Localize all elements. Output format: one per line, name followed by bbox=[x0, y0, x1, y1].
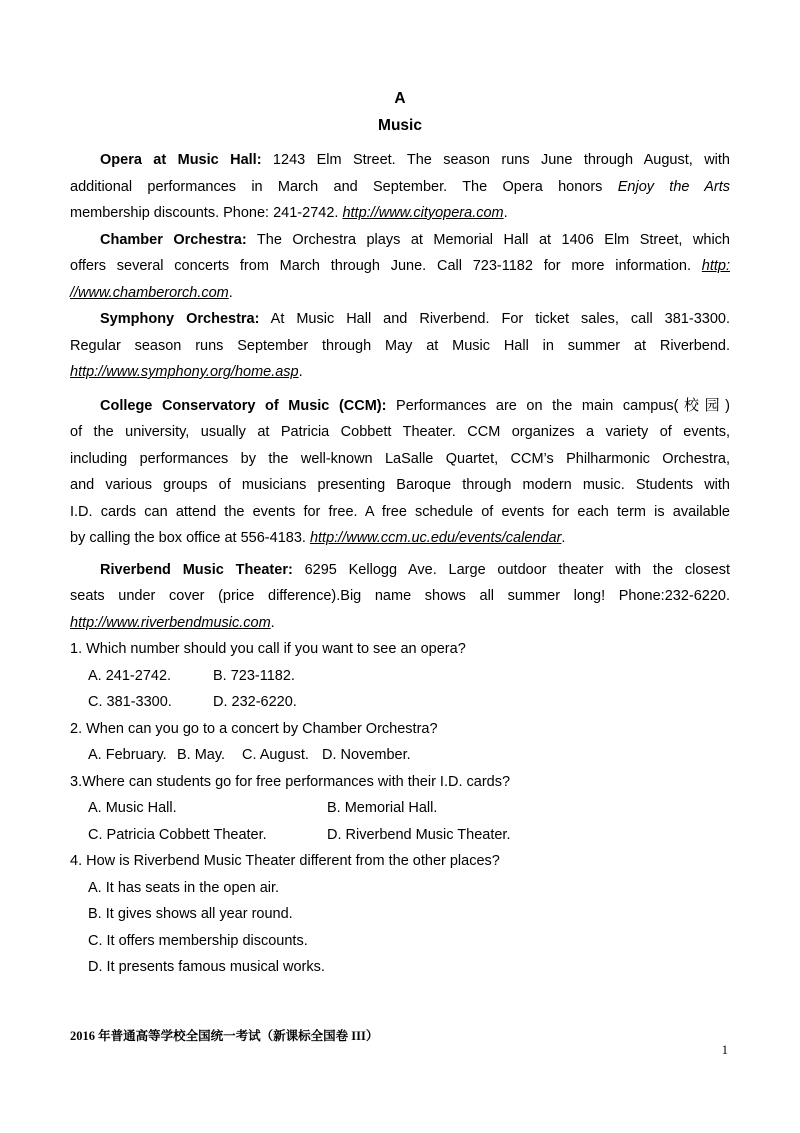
text-run: 1243 Elm Street. The season runs June through August, with bbox=[261, 152, 730, 168]
footer-exam-title: 2016 年普通高等学校全国统一考试（新课标全国卷 III） bbox=[70, 1029, 379, 1043]
passage-line bbox=[70, 174, 730, 201]
url-link[interactable]: //www.chamberorch.com bbox=[70, 284, 229, 301]
text-run: ) bbox=[725, 397, 731, 414]
option: C. Patricia Cobbett Theater. bbox=[88, 826, 267, 843]
text-run: seats under cover (price difference).Big name shows all summer long! Phone:232-6220. bbox=[70, 588, 730, 604]
text-run: 6295 Kellogg Ave. Large outdoor theater with the closest bbox=[292, 561, 730, 578]
question bbox=[70, 769, 730, 849]
passage-paragraph bbox=[70, 306, 730, 386]
passage-line bbox=[70, 253, 730, 280]
passage bbox=[70, 147, 730, 636]
option-row bbox=[70, 901, 730, 928]
cjk-text: 校园 bbox=[678, 396, 726, 414]
option-row bbox=[70, 742, 730, 769]
option-row bbox=[70, 795, 730, 822]
section-label: A bbox=[394, 90, 406, 107]
option: B. May. bbox=[177, 747, 226, 763]
text-run: Performances are on the main campus( bbox=[386, 397, 679, 414]
passage-line bbox=[70, 557, 730, 584]
question-stem: 3.Where can students go for free performances with their I.D. cards? bbox=[70, 773, 511, 790]
url-link[interactable]: http://www.cityopera.com bbox=[342, 205, 504, 221]
option: D. Riverbend Music Theater. bbox=[327, 826, 511, 843]
text-run: membership discounts. Phone: 241-2742. bbox=[70, 205, 343, 221]
passage-line bbox=[70, 610, 730, 637]
text-run: by calling the box office at 556-4183. bbox=[70, 530, 310, 546]
question-list bbox=[70, 636, 730, 981]
passage-paragraph bbox=[70, 227, 730, 307]
passage-line bbox=[70, 446, 730, 473]
text-run: . bbox=[561, 530, 566, 546]
text-run: Enjoy the Arts bbox=[617, 178, 731, 195]
url-link[interactable]: http: bbox=[701, 258, 730, 274]
passage-line bbox=[70, 583, 730, 610]
option: C. August. bbox=[242, 747, 309, 763]
question-stem: 4. How is Riverbend Music Theater different from the other places? bbox=[70, 853, 500, 869]
text-run: Chamber Orchestra: bbox=[100, 231, 247, 248]
text-run: and various groups of musicians presenting Baroque through modern music. Students with bbox=[70, 477, 730, 493]
text-run: Riverbend Music Theater: bbox=[100, 561, 293, 578]
question-stem: 2. When can you go to a concert by Chamber Orchestra? bbox=[70, 720, 438, 737]
option: D. November. bbox=[322, 747, 411, 763]
question bbox=[70, 636, 730, 716]
option: A. It has seats in the open air. bbox=[88, 879, 280, 896]
option: A. 241-2742. bbox=[88, 667, 172, 684]
question-stem: 1. Which number should you call if you want to see an opera? bbox=[70, 641, 466, 657]
page-number: 1 bbox=[721, 1043, 728, 1057]
text-run: offers several concerts from March through June. Call 723-1182 for more information. bbox=[70, 258, 702, 274]
passage-line bbox=[70, 472, 730, 499]
option: B. It gives shows all year round. bbox=[88, 906, 293, 922]
text-run: of the university, usually at Patricia Cobbett Theater. CCM organizes a variety of events, bbox=[70, 424, 730, 440]
text-run: At Music Hall and Riverbend. For ticket sales, call 381-3300. bbox=[259, 311, 730, 327]
text-run: including performances by the well-known LaSalle Quartet, CCM’s Philharmonic Orchestra, bbox=[70, 450, 730, 467]
passage-line bbox=[70, 306, 730, 333]
option: A. Music Hall. bbox=[88, 800, 177, 816]
text-run: The Orchestra plays at Memorial Hall at 1406 Elm Street, which bbox=[246, 231, 730, 248]
question bbox=[70, 716, 730, 769]
passage-line bbox=[70, 200, 730, 227]
text-run: College Conservatory of Music (CCM): bbox=[100, 397, 387, 414]
passage-line bbox=[70, 227, 730, 254]
text-run: . bbox=[228, 284, 233, 301]
option: D. It presents famous musical works. bbox=[88, 959, 325, 975]
passage-line bbox=[70, 525, 730, 552]
passage-title: Music bbox=[378, 116, 422, 134]
option-row bbox=[70, 689, 730, 716]
url-link[interactable]: http://www.symphony.org/home.asp bbox=[70, 364, 299, 380]
text-run: Opera at Music Hall: bbox=[100, 152, 262, 168]
option-row bbox=[70, 822, 730, 849]
text-run: . bbox=[298, 364, 303, 380]
option: C. 381-3300. bbox=[88, 694, 172, 710]
passage-paragraph bbox=[70, 393, 730, 552]
option-row bbox=[70, 663, 730, 690]
url-link[interactable]: http://www.riverbendmusic.com bbox=[70, 614, 271, 631]
option: D. 232-6220. bbox=[213, 694, 297, 710]
question bbox=[70, 848, 730, 981]
passage-line bbox=[70, 499, 730, 526]
passage-paragraph bbox=[70, 557, 730, 637]
passage-line bbox=[70, 393, 730, 420]
option: C. It offers membership discounts. bbox=[88, 932, 308, 949]
option-row bbox=[70, 954, 730, 981]
option-row bbox=[70, 928, 730, 955]
option-row bbox=[70, 875, 730, 902]
passage-line bbox=[70, 419, 730, 446]
option: B. 723-1182. bbox=[213, 667, 295, 684]
text-run: additional performances in March and September. The Opera honors bbox=[70, 178, 618, 195]
text-run: I.D. cards can attend the events for free. A free schedule of events for each term is available bbox=[70, 503, 730, 520]
passage-line bbox=[70, 280, 730, 307]
text-run: Regular season runs September through May at Music Hall in summer at Riverbend. bbox=[70, 337, 730, 354]
passage-line bbox=[70, 147, 730, 174]
text-run: . bbox=[503, 205, 508, 221]
text-run: Symphony Orchestra: bbox=[100, 311, 260, 327]
option: A. February. bbox=[88, 747, 167, 763]
passage-line bbox=[70, 359, 730, 386]
url-link[interactable]: http://www.ccm.uc.edu/events/calendar bbox=[309, 530, 562, 546]
option: B. Memorial Hall. bbox=[327, 800, 438, 816]
passage-line bbox=[70, 333, 730, 360]
text-run: . bbox=[270, 614, 275, 631]
passage-paragraph bbox=[70, 147, 730, 227]
